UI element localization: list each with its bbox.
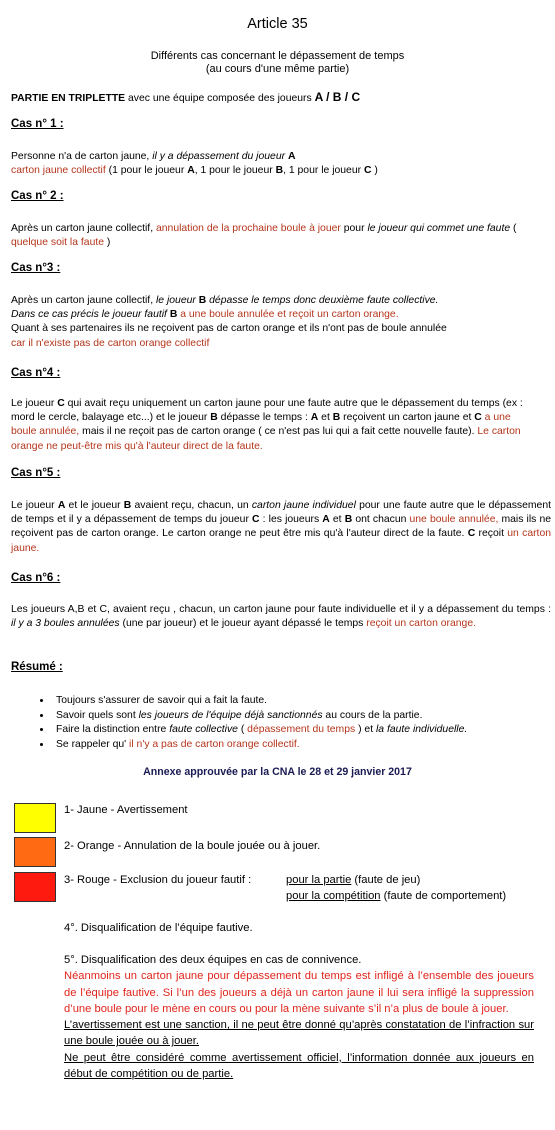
- case-1-l2g: C: [363, 165, 372, 177]
- page-title: Article 35: [247, 16, 308, 32]
- intro-players: A / B / C: [314, 90, 361, 104]
- card-3-option-partie: [286, 872, 420, 888]
- resume-list: [34, 694, 467, 752]
- case-4-heading: Cas n°4 :: [11, 367, 61, 379]
- resume-heading: Résumé :: [11, 661, 63, 673]
- resume-item-3-e: ) et: [355, 724, 376, 736]
- case-1-l1c: A: [287, 151, 296, 162]
- case-4-h: B: [332, 412, 341, 424]
- case-5-m: ont chacun: [352, 514, 410, 526]
- card-5-block: [64, 952, 534, 1082]
- case-4-i: reçoivent un carton jaune et: [340, 412, 475, 424]
- case-1-l2f: , 1 pour le joueur: [283, 165, 364, 177]
- case-3-h: Quant à ses partenaires ils ne reçoivent pas de carton orange et ils n'ont pas de boule annulée: [11, 323, 447, 335]
- card-4-label: 4°. Disqualification de l’équipe fautive.: [64, 922, 253, 934]
- case-3-c: B: [198, 295, 207, 306]
- case-2-f: quelque soit la faute: [11, 237, 105, 249]
- case-2-e: (: [510, 223, 517, 234]
- case-5-p: C: [467, 528, 476, 540]
- card-2-label: 2- Orange - Annulation de la boule jouée ou à jouer.: [64, 840, 321, 852]
- case-5-d: B: [123, 500, 132, 511]
- case-2-g: ): [104, 237, 111, 249]
- case-5-h: C: [252, 514, 260, 526]
- case-4-f: A: [310, 412, 319, 424]
- resume-item-2: [52, 709, 467, 724]
- case-6-paragraph: [11, 603, 551, 631]
- case-3-f: B: [169, 309, 178, 321]
- case-5-n: une boule annulée,: [409, 514, 499, 526]
- case-5-l: B: [344, 514, 353, 526]
- case-2-a: Après un carton jaune collectif,: [11, 223, 156, 234]
- red-card-swatch: [14, 872, 56, 902]
- case-5-f: carton jaune individuel: [251, 500, 356, 511]
- case-4-d: B: [210, 412, 218, 424]
- case-3-heading: Cas n°3 :: [11, 262, 61, 274]
- case-4-a: Le joueur: [11, 398, 58, 409]
- card-5-underlined-note-2: Ne peut être considéré comme avertissement officiel, l’information donnée aux joueurs en début de compétition ou de partie.: [64, 1051, 534, 1081]
- case-1-l2a: carton jaune collectif: [11, 165, 106, 177]
- case-2-heading: Cas n° 2 :: [11, 190, 64, 202]
- case-3-b: le joueur: [155, 295, 199, 306]
- resume-item-2-b: les joueurs de l'équipe déjà sanctionnés: [138, 709, 323, 721]
- resume-item-3-f: la faute individuelle.: [375, 724, 468, 736]
- case-1-l2c: A: [187, 165, 195, 177]
- case-5-c: et le joueur: [65, 500, 124, 511]
- card-5-underlined-note-1: L’avertissement est une sanction, il ne peut être donné qu’après constatation de l’infraction sur une boule jouée ou à jouer.: [64, 1019, 534, 1048]
- resume-item-3-d: dépassement du temps: [247, 724, 356, 736]
- case-4-e: dépasse le temps :: [217, 412, 311, 424]
- case-4-c: qui avait reçu uniquement un carton jaune pour une faute autre que le dépassement du temps (ex : mord le cercle, balayage etc...) et le joueur: [11, 398, 523, 424]
- case-5-o: mais ils ne reçoivent pas de carton orange. Le carton orange ne peut être mis qu'à l'auteur direct de la faute.: [11, 514, 552, 540]
- case-4-b: C: [57, 398, 65, 409]
- case-5-e: avaient reçu, chacun, un: [131, 500, 252, 511]
- case-5-q: reçoit: [475, 528, 508, 540]
- case-5-j: A: [322, 514, 330, 526]
- resume-item-3-b: faute collective: [169, 724, 238, 736]
- case-4-m: Le carton orange ne peut-être mis qu'à l'auteur direct de la faute.: [11, 426, 521, 452]
- card-3-b2: (faute de comportement): [380, 890, 507, 902]
- card-3-a2: (faute de jeu): [351, 874, 421, 886]
- case-5-g: pour une faute autre que le dépassement de temps et il y a dépassement de temps du joueur: [11, 500, 552, 526]
- card-1-label: 1- Jaune - Avertissement: [64, 804, 188, 816]
- case-4-paragraph: [11, 397, 526, 454]
- case-2-c: pour: [340, 223, 368, 234]
- case-5-r: un carton jaune.: [11, 528, 552, 554]
- case-3-d: dépasse le temps donc deuxième faute collective.: [206, 295, 439, 306]
- case-4-k: a une boule annulée,: [11, 412, 511, 438]
- case-5-k: et: [329, 514, 345, 526]
- case-3-e: Dans ce cas précis le joueur fautif: [11, 309, 170, 321]
- case-1-heading: Cas n° 1 :: [11, 118, 64, 130]
- case-6-d: reçoit un carton orange.: [366, 618, 476, 630]
- case-2-paragraph: [11, 222, 521, 250]
- orange-card-swatch: [14, 837, 56, 867]
- case-5-paragraph: [11, 499, 551, 556]
- case-6-a: Les joueurs A,B et C, avaient reçu , chacun, un carton jaune pour faute individuelle et il y a dépassement du temps :: [11, 604, 551, 615]
- intro-text: avec une équipe composée des joueurs: [125, 93, 315, 104]
- case-4-l: mais il ne reçoit pas de carton orange ( ce n'est pas lui qui a fait cette nouvelle faute).: [79, 426, 478, 438]
- card-3-b: pour la compétition: [286, 890, 381, 902]
- case-3-a: Après un carton jaune collectif,: [11, 295, 156, 306]
- card-3-option-competition: [286, 888, 506, 904]
- case-1-l1b: il y a dépassement du joueur: [152, 151, 288, 162]
- card-5-label: 5°. Disqualification des deux équipes en cas de connivence.: [64, 954, 362, 966]
- resume-item-3-a: Faire la distinction entre: [56, 724, 170, 736]
- case-3-i: car il n'existe pas de carton orange collectif: [11, 337, 210, 349]
- case-6-heading: Cas n°6 :: [11, 572, 61, 584]
- resume-item-2-a: Savoir quels sont: [56, 709, 139, 721]
- case-5-b: A: [57, 500, 66, 511]
- subtitle-line-1: Différents cas concernant le dépassement de temps: [150, 50, 405, 62]
- case-4-j: C: [474, 412, 482, 424]
- card-3-label: 3- Rouge - Exclusion du joueur fautif :: [64, 874, 252, 886]
- case-4-g: et: [318, 412, 333, 424]
- yellow-card-swatch: [14, 803, 56, 833]
- card-5-red-note: Néanmoins un carton jaune pour dépassement du temps est infligé à l’ensemble des joueurs de l’équipe fautive. Si l’un des joueurs a déjà un carton jaune il lui sera infligé la suppression d’une boule pour le mène en cours ou pour la mène suivante s’il n’a plus de boule à jouer.: [64, 970, 534, 1015]
- annex-note: Annexe approuvée par la CNA le 28 et 29 janvier 2017: [143, 766, 412, 778]
- case-1-l2e: B: [275, 165, 284, 177]
- case-5-heading: Cas n°5 :: [11, 467, 61, 479]
- intro-paragraph: [11, 90, 551, 106]
- case-5-i: : les joueurs: [259, 514, 323, 526]
- case-2-b: annulation de la prochaine boule à jouer: [155, 223, 341, 234]
- resume-item-4-b: il n'y a pas de carton orange collectif.: [129, 738, 300, 750]
- case-6-b: il y a 3 boules annulées: [11, 618, 120, 630]
- case-1-paragraph: [11, 150, 551, 178]
- case-6-c: (une par joueur) et le joueur ayant dépassé le temps: [119, 618, 367, 630]
- resume-item-4: [52, 738, 467, 753]
- resume-item-4-a: Se rappeler qu': [56, 738, 130, 750]
- case-1-l2b: (1 pour le joueur: [105, 165, 188, 177]
- case-1-l2d: , 1 pour le joueur: [194, 165, 276, 177]
- intro-bold: PARTIE EN TRIPLETTE: [11, 93, 126, 104]
- resume-item-3-c: (: [237, 724, 248, 736]
- case-2-d: le joueur qui commet une faute: [367, 223, 511, 234]
- case-3-paragraph: [11, 294, 551, 351]
- card-3-a: pour la partie: [286, 874, 352, 886]
- resume-item-1-text: Toujours s'assurer de savoir qui a fait la faute.: [56, 695, 268, 706]
- case-5-a: Le joueur: [11, 500, 58, 511]
- resume-item-1: [52, 694, 467, 709]
- resume-item-3: [52, 723, 467, 738]
- subtitle-line-2: (au cours d'une même partie): [205, 63, 350, 75]
- case-1-l2h: ): [371, 165, 378, 177]
- case-3-g: a une boule annulée et reçoit un carton orange.: [177, 309, 399, 321]
- case-1-l1a: Personne n'a de carton jaune,: [11, 151, 153, 162]
- resume-item-2-c: au cours de la partie.: [322, 709, 423, 721]
